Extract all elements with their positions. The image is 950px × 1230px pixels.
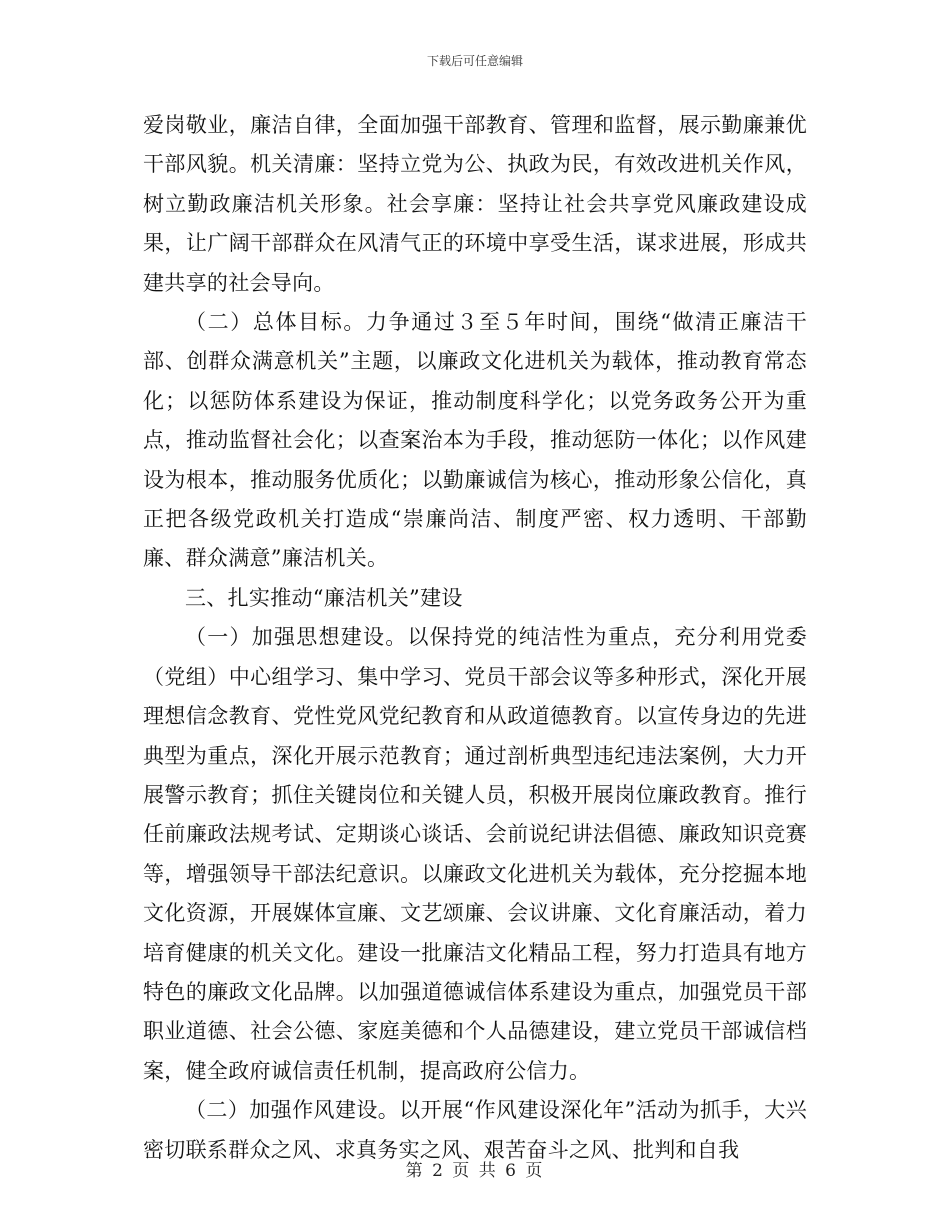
document-body <box>143 106 807 1170</box>
page-header: 下载后可任意编辑 <box>426 54 523 68</box>
page-number-footer: 第 2 页 共 6 页 <box>405 1161 545 1181</box>
paragraph-ideological-construction: （一）加强思想建设。以保持党的纯洁性为重点，充分利用党委（党组）中心组学习、集中学习、党员干部会议等多种形式，深化开展理想信念教育、党性党风党纪教育和从政道德教育。以宣传身边的先进典型为重点，深化开展示范教育；通过剖析典型违纪违法案例，大力开展警示教育；抓住关键岗位和关键人员，积极开展岗位廉政教育。推行任前廉政法规考试、定期谈心谈话、会前说纪讲法倡德、廉政知识竞赛等，增强领导干部法纪意识。以廉政文化进机关为载体，充分挖掘本地文化资源，开展媒体宣廉、文艺颂廉、会议讲廉、文化育廉活动，着力培育健康的机关文化。建设一批廉洁文化精品工程，努力打造具有地方特色的廉政文化品牌。以加强道德诚信体系建设为重点，加强党员干部职业道德、社会公德、家庭美德和个人品德建设，建立党员干部诚信档案，健全政府诚信责任机制，提高政府公信力。 <box>143 625 807 1083</box>
paragraph-overall-goal: （二）总体目标。力争通过３至５年时间，围绕“做清正廉洁干部、创群众满意机关”主题，以廉政文化进机关为载体，推动教育常态化；以惩防体系建设为保证，推动制度科学化；以党务政务公开为重点，推动监督社会化；以查案治本为手段，推动惩防一体化；以作风建设为根本，推动服务优质化；以勤廉诚信为核心，推动形象公信化，真正把各级党政机关打造成“崇廉尚洁、制度严密、权力透明、干部勤廉、群众满意”廉洁机关。 <box>143 310 807 571</box>
section-heading: 三、扎实推动“廉洁机关”建设 <box>185 585 463 610</box>
paragraph-work-style-construction: （二）加强作风建设。以开展“作风建设深化年”活动为抓手，大兴密切联系群众之风、求真务实之风、艰苦奋斗之风、批判和自我 <box>143 1098 807 1162</box>
paragraph-continuation: 爱岗敬业，廉洁自律，全面加强干部教育、管理和监督，展示勤廉兼优干部风貌。机关清廉：坚持立党为公、执政为民，有效改进机关作风，树立勤政廉洁机关形象。社会享廉：坚持让社会共享党风廉政建设成果，让广阔干部群众在风清气正的环境中享受生活，谋求进展，形成共建共享的社会导向。 <box>143 113 807 295</box>
